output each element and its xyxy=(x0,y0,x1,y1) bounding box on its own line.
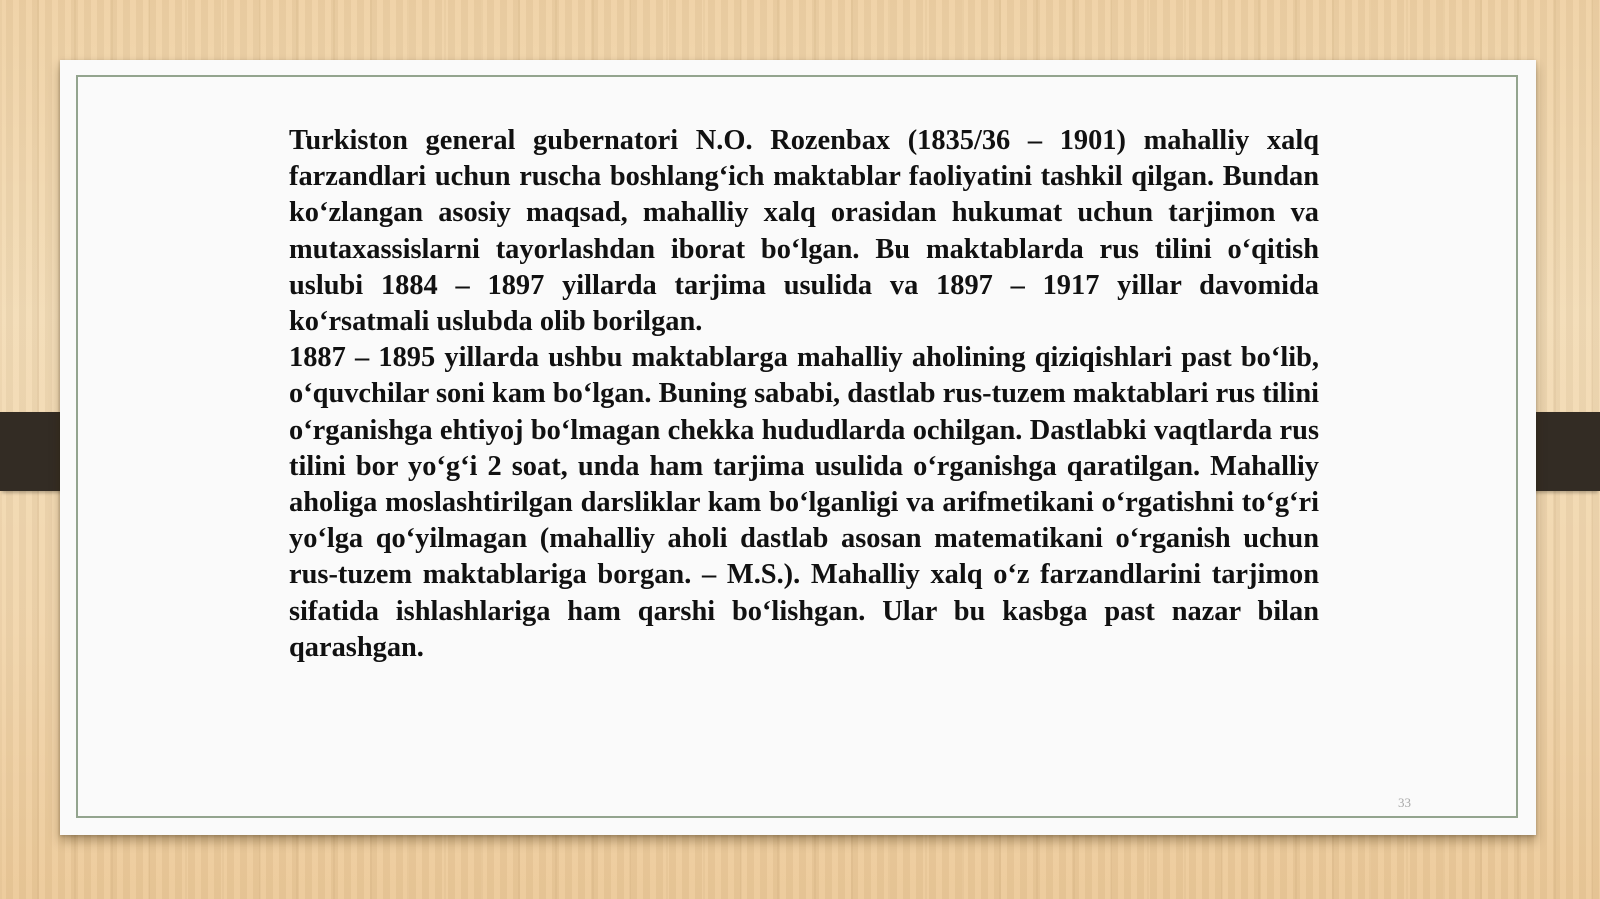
paragraph-2: 1887 – 1895 yillarda ushbu maktablarga mahalliy aholining qiziqishlari past bo‘lib, o‘quvchilar soni kam bo‘lgan. Buning sababi, dastlab rus-tuzem maktablari rus tilini o‘rganishga ehtiyoj bo‘lmagan chekka hududlarda ochilgan. Dastlabki vaqtlarda rus tilini bor yo‘g‘i 2 soat, unda ham tarjima usulida o‘rganishga qaratilgan. Mahalliy aholiga moslashtirilgan darsliklar kam bo‘lganligi va arifmetikani o‘rgatishni to‘g‘ri yo‘lga qo‘yilmagan (mahalliy aholi dastlab asosan matematikani o‘rganish uchun rus-tuzem maktablariga borgan. – M.S.). Mahalliy xalq o‘z farzandlarini tarjimon sifatida ishlashlariga ham qarshi bo‘lishgan. Ular bu kasbga past nazar bilan qarashgan. xyxy=(289,342,1319,663)
page-number: 33 xyxy=(1398,795,1411,810)
slide-body-text xyxy=(289,123,1319,666)
paragraph-1: Turkiston general gubernatori N.O. Rozenbax (1835/36 – 1901) mahalliy xalq farzandlari uchun ruscha boshlang‘ich maktablar faoliyatini tashkil qilgan. Bundan ko‘zlangan asosiy maqsad, mahalliy xalq orasidan hukumat uchun tarjimon va mutaxassislarni tayorlashdan iborat bo‘lgan. Bu maktablarda rus tilini o‘qitish uslubi 1884 – 1897 yillarda tarjima usulida va 1897 – 1917 yillar davomida ko‘rsatmali uslubda olib borilgan. xyxy=(289,125,1319,338)
